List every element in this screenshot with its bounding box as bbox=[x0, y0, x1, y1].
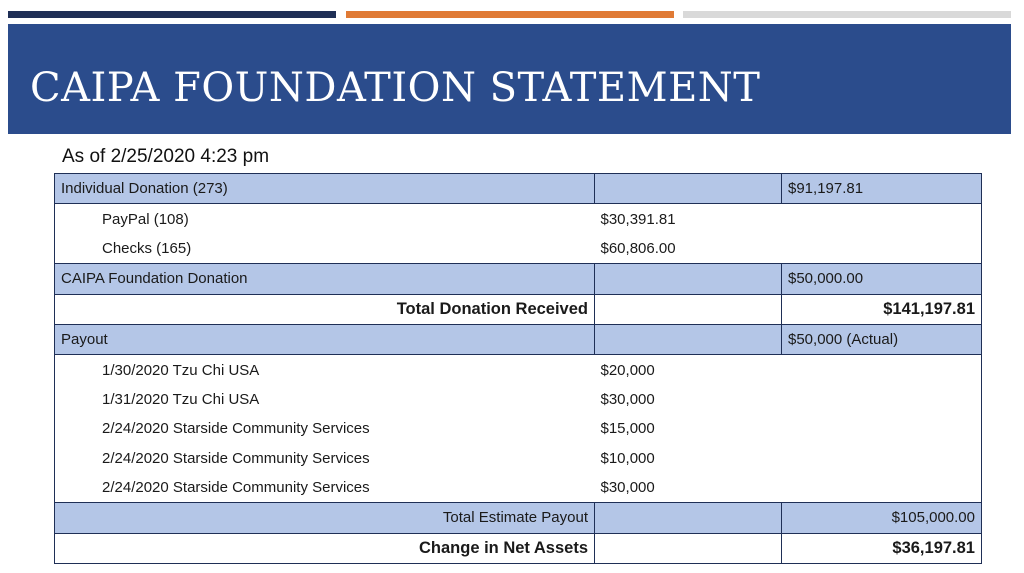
payout-row bbox=[55, 324, 982, 354]
title-band bbox=[8, 24, 1011, 134]
individual-donation-row bbox=[55, 174, 982, 204]
row-amount bbox=[595, 324, 782, 354]
caipa-donation-row bbox=[55, 264, 982, 294]
total-payout-row bbox=[55, 503, 982, 533]
as-of-date: As of 2/25/2020 4:23 pm bbox=[62, 146, 270, 167]
row-amount bbox=[595, 503, 782, 533]
row-total bbox=[782, 234, 982, 264]
row-total bbox=[782, 355, 982, 385]
row-amount: $30,000 bbox=[595, 385, 782, 414]
slide-title: CAIPA FOUNDATION STATEMENT bbox=[30, 65, 761, 111]
net-assets-row bbox=[55, 533, 982, 563]
row-total bbox=[782, 444, 982, 473]
row-label: Total Donation Received bbox=[55, 294, 595, 324]
row-amount bbox=[595, 294, 782, 324]
row-label: Individual Donation (273) bbox=[55, 174, 595, 204]
payout-item-row bbox=[55, 444, 982, 473]
row-total: $141,197.81 bbox=[782, 294, 982, 324]
row-label: 2/24/2020 Starside Community Services bbox=[55, 414, 595, 443]
accent-bar-navy bbox=[8, 11, 336, 18]
row-label: Total Estimate Payout bbox=[55, 503, 595, 533]
row-total: $105,000.00 bbox=[782, 503, 982, 533]
payout-item-row bbox=[55, 355, 982, 385]
row-label: 1/30/2020 Tzu Chi USA bbox=[55, 355, 595, 385]
row-amount: $30,000 bbox=[595, 473, 782, 503]
row-label: PayPal (108) bbox=[55, 204, 595, 234]
row-amount: $60,806.00 bbox=[595, 234, 782, 264]
row-amount: $15,000 bbox=[595, 414, 782, 443]
row-label: 1/31/2020 Tzu Chi USA bbox=[55, 385, 595, 414]
payout-item-row bbox=[55, 473, 982, 503]
payout-item-row bbox=[55, 414, 982, 443]
accent-bar-orange bbox=[346, 11, 674, 18]
row-total: $50,000.00 bbox=[782, 264, 982, 294]
row-label: 2/24/2020 Starside Community Services bbox=[55, 444, 595, 473]
paypal-row bbox=[55, 204, 982, 234]
payout-item-row bbox=[55, 385, 982, 414]
row-total: $36,197.81 bbox=[782, 533, 982, 563]
row-label: Change in Net Assets bbox=[55, 533, 595, 563]
statement-table bbox=[54, 173, 982, 564]
row-amount bbox=[595, 533, 782, 563]
accent-bar-gray bbox=[683, 11, 1011, 18]
row-label: Payout bbox=[55, 324, 595, 354]
row-label: Checks (165) bbox=[55, 234, 595, 264]
row-total bbox=[782, 473, 982, 503]
row-amount: $30,391.81 bbox=[595, 204, 782, 234]
row-amount: $10,000 bbox=[595, 444, 782, 473]
row-amount bbox=[595, 264, 782, 294]
row-label: CAIPA Foundation Donation bbox=[55, 264, 595, 294]
row-total bbox=[782, 414, 982, 443]
checks-row bbox=[55, 234, 982, 264]
row-amount bbox=[595, 174, 782, 204]
row-total bbox=[782, 204, 982, 234]
total-donation-row bbox=[55, 294, 982, 324]
row-total: $91,197.81 bbox=[782, 174, 982, 204]
row-label: 2/24/2020 Starside Community Services bbox=[55, 473, 595, 503]
row-total bbox=[782, 385, 982, 414]
row-amount: $20,000 bbox=[595, 355, 782, 385]
row-total: $50,000 (Actual) bbox=[782, 324, 982, 354]
